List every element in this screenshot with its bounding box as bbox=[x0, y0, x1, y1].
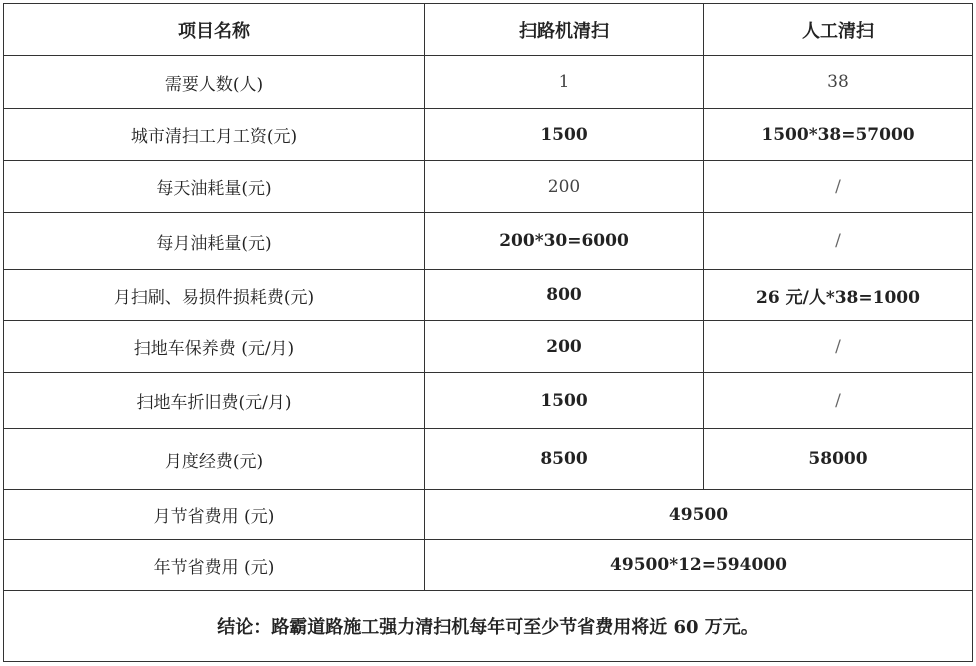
annual-savings-row bbox=[4, 540, 973, 591]
header-item-name: 项目名称 bbox=[4, 4, 425, 56]
row-label: 扫地车折旧费(元/月) bbox=[4, 373, 425, 429]
manual-value: 38 bbox=[704, 56, 973, 109]
row-label: 每天油耗量(元) bbox=[4, 161, 425, 213]
manual-value: 58000 bbox=[704, 429, 973, 490]
row-label: 需要人数(人) bbox=[4, 56, 425, 109]
table-row bbox=[4, 429, 973, 490]
manual-value: / bbox=[704, 373, 973, 429]
cost-comparison-table bbox=[3, 3, 973, 662]
table-row bbox=[4, 270, 973, 321]
manual-value: / bbox=[704, 161, 973, 213]
annual-savings-value: 49500*12=594000 bbox=[425, 540, 973, 591]
table-row bbox=[4, 161, 973, 213]
conclusion-text: 结论：路霸道路施工强力清扫机每年可至少节省费用将近 60 万元。 bbox=[4, 591, 973, 662]
monthly-savings-value: 49500 bbox=[425, 490, 973, 540]
machine-value: 200*30=6000 bbox=[425, 213, 704, 270]
manual-value: / bbox=[704, 213, 973, 270]
table-row bbox=[4, 213, 973, 270]
table-row bbox=[4, 109, 973, 161]
monthly-savings-row bbox=[4, 490, 973, 540]
machine-value: 800 bbox=[425, 270, 704, 321]
machine-value: 200 bbox=[425, 161, 704, 213]
manual-value: / bbox=[704, 321, 973, 373]
machine-value: 1 bbox=[425, 56, 704, 109]
row-label: 月度经费(元) bbox=[4, 429, 425, 490]
conclusion-row bbox=[4, 591, 973, 662]
machine-value: 200 bbox=[425, 321, 704, 373]
row-label: 每月油耗量(元) bbox=[4, 213, 425, 270]
row-label: 月扫刷、易损件损耗费(元) bbox=[4, 270, 425, 321]
table-row bbox=[4, 321, 973, 373]
row-label: 城市清扫工月工资(元) bbox=[4, 109, 425, 161]
row-label: 扫地车保养费 (元/月) bbox=[4, 321, 425, 373]
header-manual-sweeping: 人工清扫 bbox=[704, 4, 973, 56]
manual-value: 26 元/人*38=1000 bbox=[704, 270, 973, 321]
row-label: 年节省费用 (元) bbox=[4, 540, 425, 591]
row-label: 月节省费用 (元) bbox=[4, 490, 425, 540]
table-header-row bbox=[4, 4, 973, 56]
table-row bbox=[4, 373, 973, 429]
machine-value: 1500 bbox=[425, 373, 704, 429]
machine-value: 1500 bbox=[425, 109, 704, 161]
manual-value: 1500*38=57000 bbox=[704, 109, 973, 161]
table-row bbox=[4, 56, 973, 109]
header-machine-sweeping: 扫路机清扫 bbox=[425, 4, 704, 56]
machine-value: 8500 bbox=[425, 429, 704, 490]
